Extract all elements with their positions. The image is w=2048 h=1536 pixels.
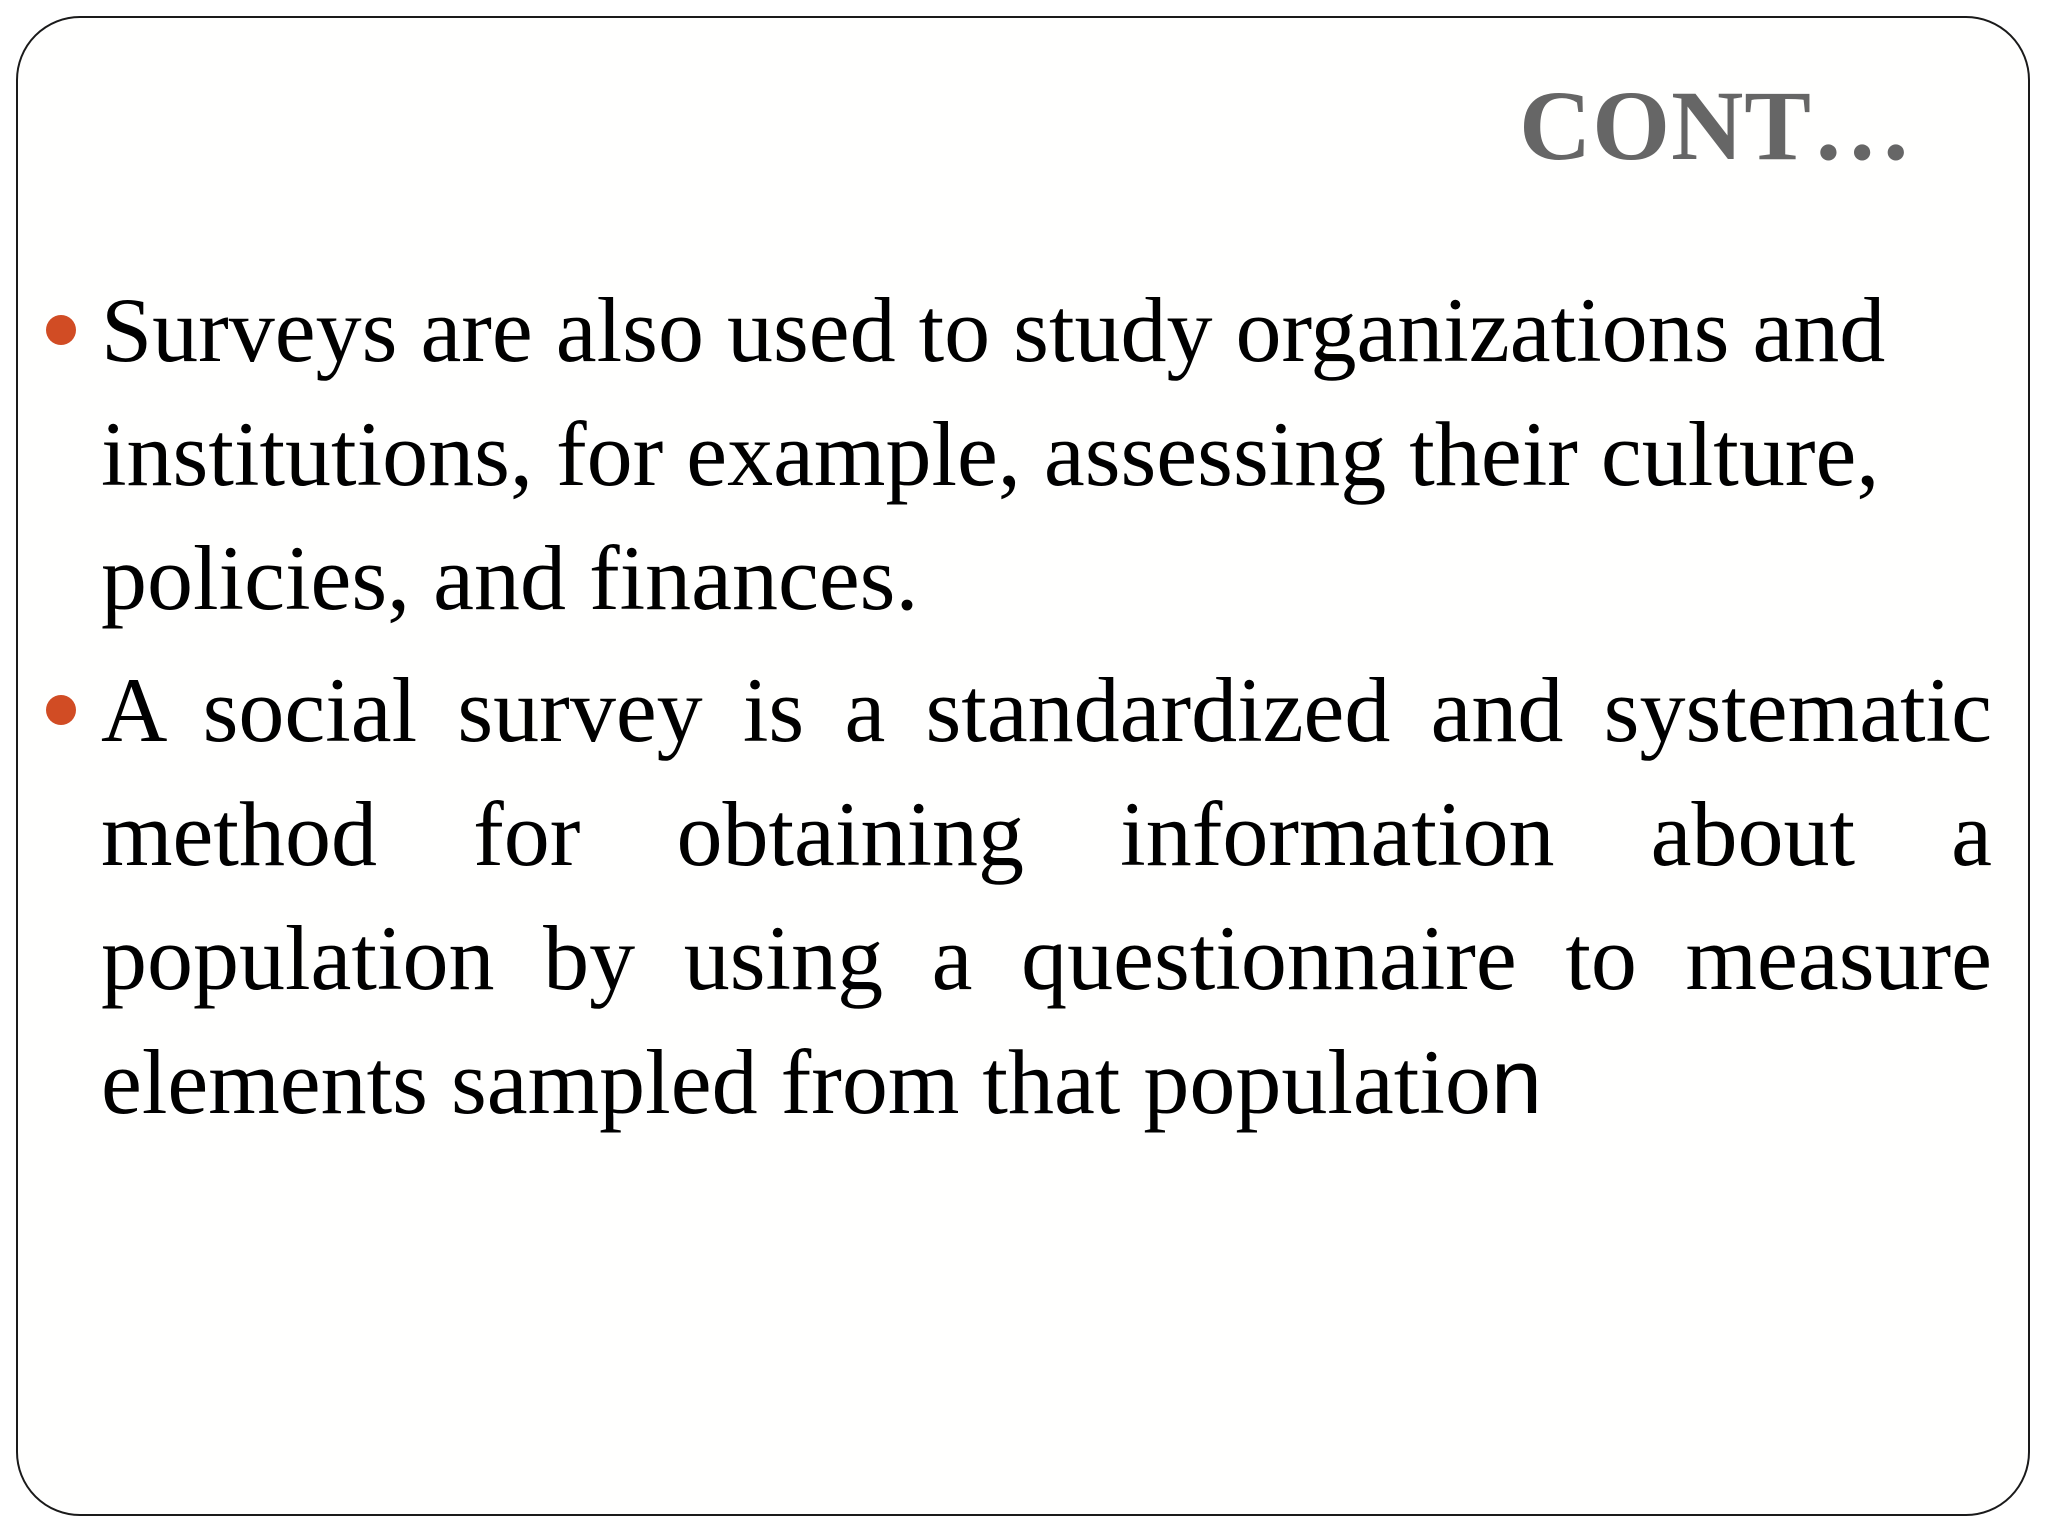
bullet-list xyxy=(18,268,2032,1144)
bullet-text: A social survey is a standardized and systematic method for obtaining information about a population by using a questionnaire to measure elements sampled from that populatio xyxy=(101,659,1992,1133)
slide-title: CONT… xyxy=(1519,70,1913,181)
bullet-text-tail: n xyxy=(1490,1031,1543,1133)
bullet-text: Surveys are also used to study organizations and institutions, for example, assessing their culture, policies, and finances. xyxy=(101,279,1886,629)
slide-frame xyxy=(16,16,2030,1516)
bullet-dot-icon xyxy=(46,315,76,345)
bullet-item xyxy=(18,648,2032,1144)
bullet-item xyxy=(18,268,2032,640)
bullet-dot-icon xyxy=(46,695,76,725)
